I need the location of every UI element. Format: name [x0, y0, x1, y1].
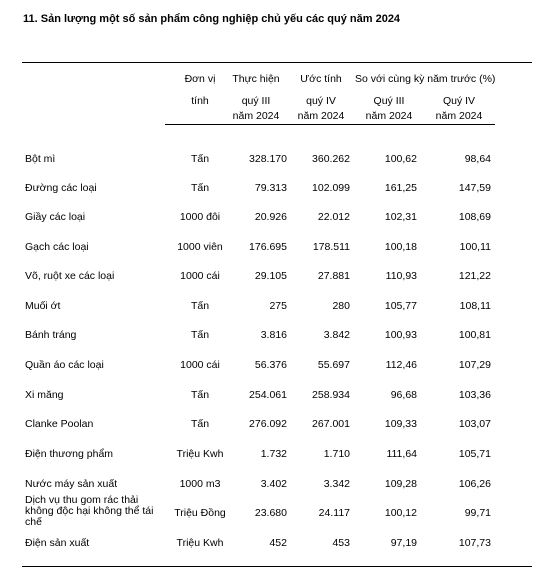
row-pct-q3: 97,19 [390, 537, 417, 549]
row-q4-estimate: 55.697 [317, 359, 350, 371]
row-q3-actual: 452 [269, 537, 287, 549]
row-q3-actual: 275 [269, 300, 287, 312]
row-q3-actual: 254.061 [249, 389, 287, 401]
row-pct-q3: 100,93 [384, 329, 417, 341]
table-title: 11. Sản lượng một số sản phẩm công nghiệp chủ yếu các quý năm 2024 [23, 13, 401, 25]
table-row [0, 182, 545, 206]
row-pct-q3: 100,18 [384, 241, 417, 253]
row-name: Điện thương phẩm [25, 448, 114, 460]
row-q4-estimate: 3.842 [323, 329, 350, 341]
row-pct-q4: 98,64 [464, 153, 491, 165]
row-pct-q4: 108,69 [458, 211, 491, 223]
row-unit: Tấn [190, 300, 210, 312]
row-name: Muối ớt [25, 300, 61, 312]
row-name: Dịch vụ thu gom rác thải không độc hại không thể tái chế [25, 494, 154, 528]
header-actual-line2: quý III [241, 95, 271, 107]
row-pct-q3: 111,64 [386, 448, 417, 460]
row-q3-actual: 1.732 [260, 448, 287, 460]
row-name: Bánh tráng [25, 329, 77, 341]
row-pct-q3: 102,31 [384, 211, 417, 223]
row-q4-estimate: 258.934 [312, 389, 350, 401]
row-q3-actual: 276.092 [249, 418, 287, 430]
row-name: Xi măng [25, 389, 64, 401]
row-q4-estimate: 453 [332, 537, 350, 549]
row-q4-estimate: 102.099 [312, 182, 350, 194]
row-name: Gạch các loại [25, 241, 89, 253]
row-unit: Tấn [190, 329, 210, 341]
row-unit: Tấn [190, 153, 210, 165]
row-q3-actual: 23.680 [254, 507, 287, 519]
table-row [0, 329, 545, 353]
row-unit: Triệu Đồng [174, 507, 226, 519]
header-compare-q4-line1: Quý IV [442, 95, 476, 107]
row-pct-q3: 100,12 [384, 507, 417, 519]
header-actual-line1: Thực hiện [232, 73, 280, 85]
table-row [0, 537, 545, 561]
row-pct-q4: 107,29 [458, 359, 491, 371]
row-pct-q3: 105,77 [384, 300, 417, 312]
row-pct-q4: 121,22 [458, 270, 491, 282]
table-row [0, 270, 545, 294]
row-q4-estimate: 360.262 [312, 153, 350, 165]
row-q3-actual: 328.170 [249, 153, 287, 165]
row-pct-q3: 109,28 [384, 478, 417, 490]
row-pct-q4: 103,07 [458, 418, 491, 430]
row-pct-q4: 100,81 [458, 329, 491, 341]
row-unit: 1000 m3 [179, 478, 221, 490]
row-q3-actual: 29.105 [254, 270, 287, 282]
table-top-rule [22, 62, 532, 63]
row-pct-q4: 107,73 [458, 537, 491, 549]
row-unit: Tấn [190, 389, 210, 401]
header-estimate-line1: Ước tính [300, 73, 342, 85]
header-unit-line1: Đơn vị [184, 73, 216, 85]
row-q3-actual: 3.816 [260, 329, 287, 341]
row-q4-estimate: 178.511 [312, 241, 350, 253]
table-row [0, 153, 545, 177]
row-name: Bột mì [25, 153, 56, 165]
row-pct-q3: 112,46 [385, 359, 417, 371]
row-unit: 1000 cái [180, 270, 220, 282]
row-name: Nước máy sản xuất [25, 478, 118, 490]
row-pct-q3: 161,25 [384, 182, 417, 194]
row-unit: 1000 viên [177, 241, 223, 253]
table-row [0, 300, 545, 324]
row-q4-estimate: 280 [332, 300, 350, 312]
row-unit: Tấn [190, 182, 210, 194]
row-name: Võ, ruột xe các loại [25, 270, 115, 282]
row-name: Clanke Poolan [25, 418, 94, 430]
table-bottom-rule [22, 566, 532, 567]
table-row [0, 389, 545, 413]
header-compare-group: So với cùng kỳ năm trước (%) [355, 73, 496, 85]
header-compare-q3-line2: năm 2024 [365, 110, 413, 122]
header-compare-q3-line1: Quý III [373, 95, 405, 107]
header-bottom-rule [165, 124, 495, 125]
row-pct-q4: 108,11 [459, 300, 491, 312]
row-unit: Tấn [190, 418, 210, 430]
table-row [0, 418, 545, 442]
row-q4-estimate: 27.881 [317, 270, 350, 282]
row-pct-q4: 99,71 [464, 507, 491, 519]
row-q4-estimate: 267.001 [312, 418, 350, 430]
row-name: Điện sản xuất [25, 537, 90, 549]
row-q4-estimate: 24.117 [318, 507, 350, 519]
row-pct-q4: 106,26 [458, 478, 491, 490]
table-row [0, 494, 545, 531]
row-q4-estimate: 3.342 [323, 478, 350, 490]
table-row [0, 359, 545, 383]
row-q3-actual: 56.376 [254, 359, 287, 371]
row-pct-q3: 96,68 [390, 389, 417, 401]
header-estimate-line3: năm 2024 [297, 110, 345, 122]
row-name: Giầy các loại [25, 211, 86, 223]
row-q3-actual: 3.402 [260, 478, 287, 490]
row-pct-q3: 100,62 [384, 153, 417, 165]
row-q4-estimate: 22.012 [317, 211, 350, 223]
row-q3-actual: 79.313 [254, 182, 287, 194]
row-pct-q4: 103,36 [458, 389, 491, 401]
row-unit: Triệu Kwh [176, 448, 224, 460]
table-row [0, 211, 545, 235]
row-q3-actual: 176.695 [249, 241, 287, 253]
row-pct-q4: 105,71 [458, 448, 491, 460]
row-unit: 1000 cái [180, 359, 220, 371]
header-estimate-line2: quý IV [306, 95, 336, 107]
row-pct-q3: 109,33 [384, 418, 417, 430]
table-row [0, 241, 545, 265]
header-unit-line2: tính [191, 95, 209, 107]
header-compare-q4-line2: năm 2024 [435, 110, 483, 122]
row-q3-actual: 20.926 [254, 211, 287, 223]
row-unit: 1000 đôi [179, 211, 221, 223]
row-pct-q3: 110,93 [385, 270, 417, 282]
row-name: Đường các loại [25, 182, 97, 194]
row-q4-estimate: 1.710 [323, 448, 350, 460]
row-name: Quần áo các loại [25, 359, 104, 371]
row-unit: Triệu Kwh [176, 537, 224, 549]
header-actual-line3: năm 2024 [232, 110, 280, 122]
table-row [0, 448, 545, 472]
row-pct-q4: 147,59 [458, 182, 491, 194]
row-pct-q4: 100,11 [459, 241, 491, 253]
